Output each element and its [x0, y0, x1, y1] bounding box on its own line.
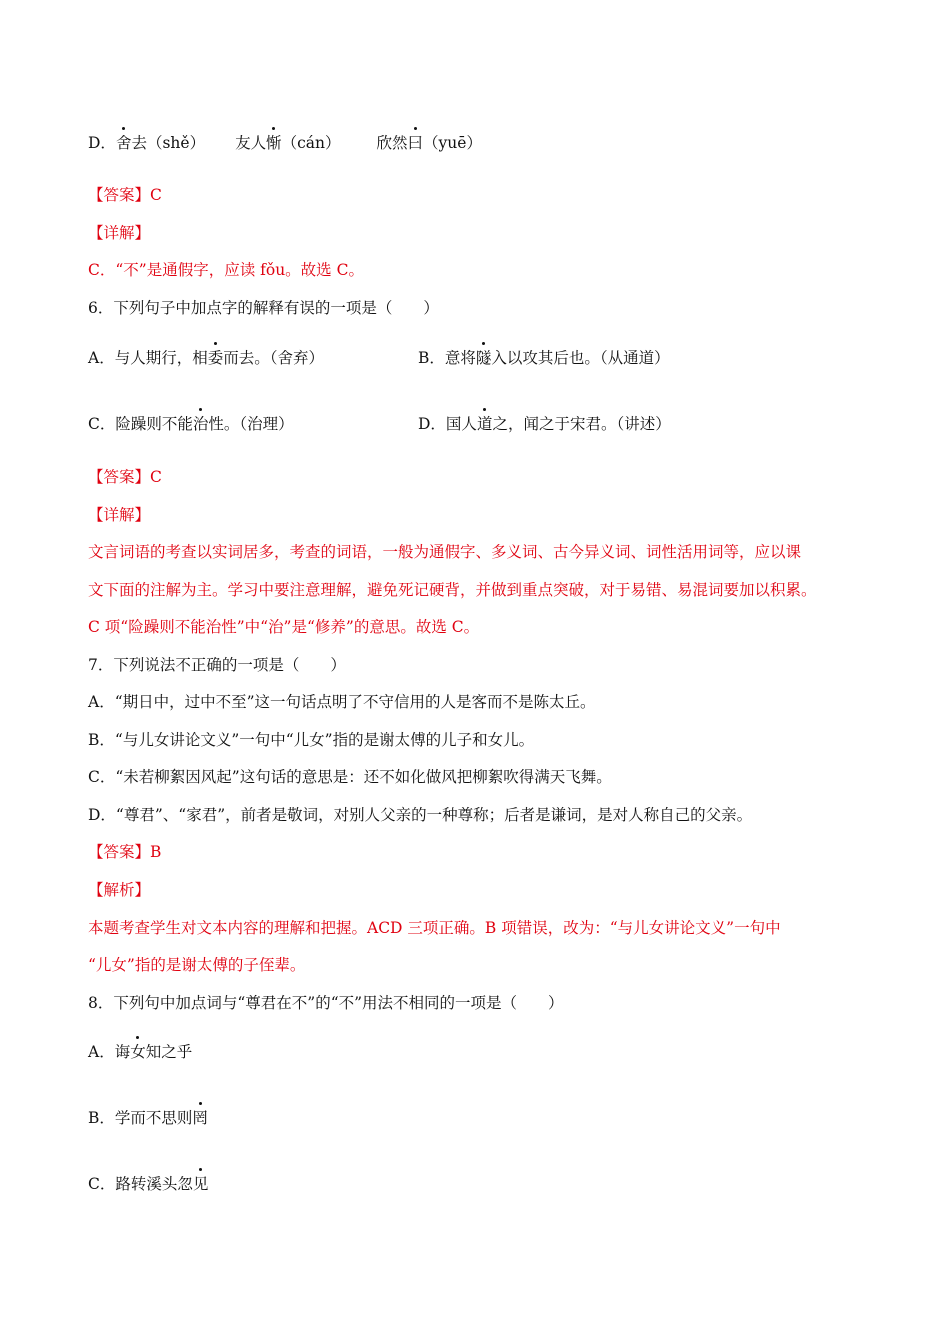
q6-option-a: A．与人期行，相委而去。（舍弃）: [88, 349, 324, 367]
q7-analysis-label: 【解析】: [88, 881, 151, 899]
q6-detail-line: 文言词语的考查以实词居多，考查的词语，一般为通假字、多义词、古今异义词、词性活用词等，应以课: [88, 543, 802, 561]
emphasis-dot-char: 舍: [115, 134, 132, 152]
q8-stem: 8．下列句中加点词与“尊君在不”的“不”用法不相同的一项是（ ）: [88, 994, 564, 1012]
q5-detail: C．“不”是通假字，应读 fǒu。故选 C。: [88, 261, 364, 279]
emphasis-dot-char: 治: [192, 415, 209, 433]
q6-detail-line: 文下面的注解为主。学习中要注意理解，避免死记硬背，并做到重点突破，对于易错、易混词要加以积累。: [88, 581, 817, 599]
emphasis-dot-char: 道: [476, 415, 493, 433]
q6-options-row2: [88, 414, 848, 434]
q5-option-d: D．舍去（shě） 友人惭（cán） 欣然曰（yuē）: [88, 134, 482, 152]
q6-option-b: B．意将隧入以攻其后也。（从通道）: [418, 349, 670, 367]
q7-option-c: C．“未若柳絮因风起”这句话的意思是：还不如化做风把柳絮吹得满天飞舞。: [88, 768, 612, 786]
emphasis-dot-char: 曰: [407, 134, 424, 152]
emphasis-dot-char: 女: [130, 1043, 146, 1061]
q6-detail-line: C 项“险躁则不能治性”中“治”是“修养”的意思。故选 C。: [88, 618, 480, 636]
q7-stem: 7．下列说法不正确的一项是（ ）: [88, 656, 346, 674]
emphasis-dot-char: 见: [192, 1175, 209, 1193]
q8-option-b: B．学而不思则罔: [88, 1109, 208, 1127]
q6-option-c: C．险躁则不能治性。（治理）: [88, 415, 294, 433]
q7-answer: 【答案】B: [88, 843, 162, 861]
q8-option-c: C．路转溪头忽见: [88, 1175, 209, 1193]
q8-option-a: A．诲女知之乎: [88, 1043, 193, 1061]
emphasis-dot-char: 罔: [192, 1109, 208, 1127]
q7-option-a: A．“期日中，过中不至”这一句话点明了不守信用的人是客而不是陈太丘。: [88, 693, 596, 711]
q7-analysis-line: 本题考查学生对文本内容的理解和把握。ACD 三项正确。B 项错误，改为：“与儿女讲论文义”一句中: [88, 919, 781, 937]
q6-answer: 【答案】C: [88, 468, 162, 486]
q7-option-d: D．“尊君”、“家君”，前者是敬词，对别人父亲的一种尊称；后者是谦词，是对人称自己的父亲。: [88, 806, 753, 824]
q6-stem: 6．下列句子中加点字的解释有误的一项是（ ）: [88, 299, 439, 317]
emphasis-dot-char: 委: [207, 349, 224, 367]
q6-detail-label: 【详解】: [88, 506, 151, 524]
q6-options-row1: [88, 348, 848, 368]
q5-detail-label: 【详解】: [88, 224, 151, 242]
q6-option-d: D．国人道之，闻之于宋君。（讲述）: [418, 415, 671, 433]
q7-analysis-line: “儿女”指的是谢太傅的子侄辈。: [88, 956, 306, 974]
emphasis-dot-char: 隧: [475, 349, 492, 367]
q5-answer: 【答案】C: [88, 186, 162, 204]
emphasis-dot-char: 惭: [266, 134, 282, 152]
q7-option-b: B．“与儿女讲论文义”一句中“儿女”指的是谢太傅的儿子和女儿。: [88, 731, 535, 749]
